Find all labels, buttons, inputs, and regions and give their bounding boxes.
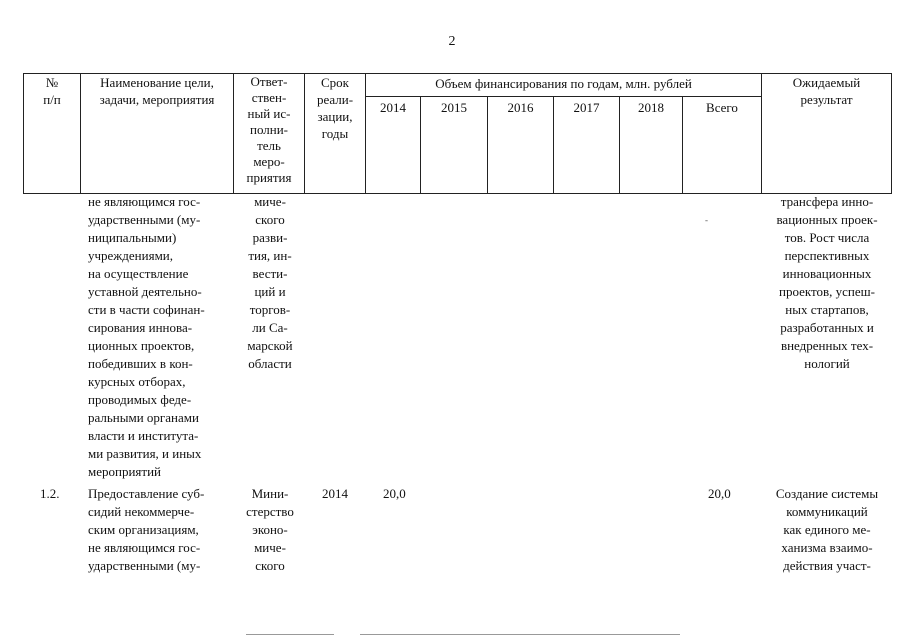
header-num: № п/п xyxy=(43,75,61,107)
header-name: Наименование цели, задачи, мероприятия xyxy=(99,75,215,107)
years-divider xyxy=(365,96,761,97)
header-responsible: Ответ- ствен- ный ис- полни- тель меро- приятия xyxy=(246,74,292,185)
footer-line xyxy=(360,634,680,635)
header-funding: Объем финансирования по годам, млн. рублей xyxy=(435,76,692,91)
header-year-2014: 2014 xyxy=(380,100,406,115)
row-value-total: 20,0 xyxy=(708,486,731,501)
col-border xyxy=(891,73,892,194)
header-year-2016: 2016 xyxy=(507,100,534,115)
header-result: Ожидаемый результат xyxy=(792,75,861,107)
continued-responsible: миче- ского разви- тия, ин- вести- ций и торгов- ли Са- марской области xyxy=(247,194,293,371)
row-name: Предоставление суб- сидий некоммерче- ским организациям, не являющимся гос- ударственными (му- xyxy=(88,486,205,573)
header-year-2017: 2017 xyxy=(573,100,600,115)
row-value-2014: 20,0 xyxy=(383,486,406,501)
header-year-2015: 2015 xyxy=(441,100,467,115)
stray-mark: - xyxy=(705,215,708,225)
page-number: 2 xyxy=(448,34,456,49)
header-total: Всего xyxy=(706,100,738,115)
row-responsible: Мини- стерство эконо- миче- ского xyxy=(246,486,294,573)
header-term: Срок реали- зации, годы xyxy=(316,75,354,141)
row-term: 2014 xyxy=(322,486,348,501)
header-year-2018: 2018 xyxy=(638,100,664,115)
continued-name: не являющимся гос- ударственными (му- ниципальными) учреждениями, на осуществление уставной деятельно- сти в части софинан- сирования иннова- ционных проектов, победивших в кон- курсных отборах, проводимых феде- ральными органами власти и института- ми развития, и иных мероприятий xyxy=(88,194,205,479)
continued-result: трансфера инно- вационных проек- тов. Рост числа перспективных инновационных проектов, успеш- ных стартапов, разработанных и внедренных тех- нологий xyxy=(776,194,878,371)
row-number: 1.2. xyxy=(40,486,60,501)
footer-line xyxy=(246,634,334,635)
row-result: Создание системы коммуникаций как единого ме- ханизма взаимо- действия участ- xyxy=(775,486,879,573)
